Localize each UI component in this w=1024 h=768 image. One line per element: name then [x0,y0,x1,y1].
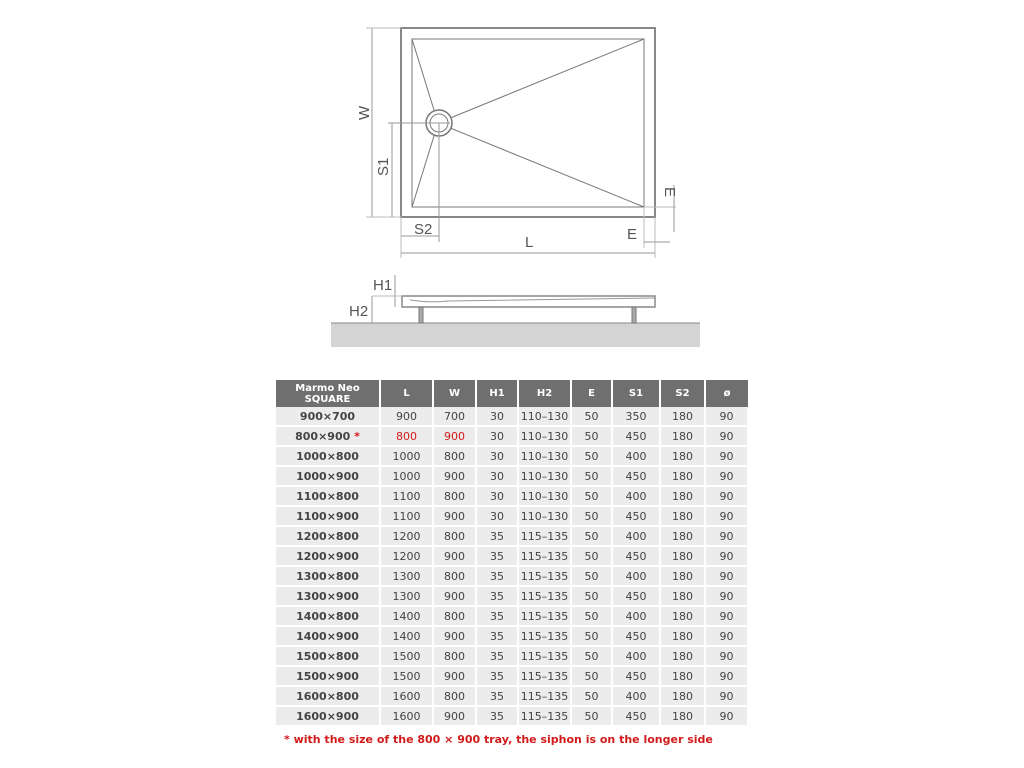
table-cell: 180 [660,706,705,726]
table-cell: 90 [705,566,748,586]
table-cell: 900 [433,666,476,686]
row-label: 1000×800 [276,446,380,466]
table-cell: 90 [705,546,748,566]
table-cell: 50 [571,407,612,426]
table-cell: 180 [660,606,705,626]
table-row [276,407,748,426]
table-cell: 115–135 [518,706,571,726]
table-cell: 50 [571,686,612,706]
table-cell: 450 [612,626,660,646]
table-cell: 90 [705,426,748,446]
row-label: 900×700 [276,407,380,426]
table-cell: 800 [433,566,476,586]
table-cell: 800 [380,426,433,446]
table-cell: 50 [571,566,612,586]
table-cell: 90 [705,626,748,646]
table-cell: 50 [571,526,612,546]
column-header: S2 [660,380,705,407]
table-cell: 450 [612,706,660,726]
table-cell: 180 [660,486,705,506]
table-cell: 180 [660,646,705,666]
row-label: 1200×800 [276,526,380,546]
row-label: 1500×800 [276,646,380,666]
table-cell: 115–135 [518,646,571,666]
table-cell: 180 [660,686,705,706]
table-cell: 35 [476,546,518,566]
table-cell: 90 [705,646,748,666]
label-H1: H1 [373,277,393,294]
table-cell: 115–135 [518,546,571,566]
table-cell: 90 [705,526,748,546]
row-label: 800×900 * [276,426,380,446]
table-cell: 50 [571,426,612,446]
table-cell: 900 [380,407,433,426]
table-cell: 180 [660,466,705,486]
table-row [276,706,748,726]
row-label: 1300×900 [276,586,380,606]
table-row [276,646,748,666]
table-cell: 450 [612,466,660,486]
row-label: 1100×800 [276,486,380,506]
table-cell: 30 [476,426,518,446]
table-row [276,506,748,526]
table-row [276,626,748,646]
table-cell: 30 [476,466,518,486]
column-header: S1 [612,380,660,407]
table-cell: 800 [433,526,476,546]
table-cell: 400 [612,526,660,546]
table-cell: 450 [612,586,660,606]
column-header: H1 [476,380,518,407]
table-cell: 400 [612,606,660,626]
table-cell: 400 [612,566,660,586]
row-label: 1400×800 [276,606,380,626]
table-cell: 1100 [380,486,433,506]
table-cell: 35 [476,606,518,626]
top-view [356,28,678,258]
table-cell: 180 [660,546,705,566]
table-cell: 115–135 [518,666,571,686]
table-row [276,446,748,466]
label-S1: S1 [375,157,392,176]
tray-technical-drawing [0,0,1024,380]
table-cell: 90 [705,466,748,486]
table-row [276,666,748,686]
table-cell: 800 [433,446,476,466]
table-cell: 180 [660,407,705,426]
table-cell: 115–135 [518,586,571,606]
table-cell: 90 [705,446,748,466]
table-cell: 180 [660,666,705,686]
table-cell: 900 [433,626,476,646]
label-E-side: E [661,187,678,198]
table-cell: 35 [476,526,518,546]
table-cell: 35 [476,686,518,706]
table-row [276,586,748,606]
table-cell: 35 [476,706,518,726]
table-cell: 90 [705,486,748,506]
table-cell: 900 [433,506,476,526]
table-cell: 180 [660,506,705,526]
table-cell: 110–130 [518,407,571,426]
table-cell: 50 [571,446,612,466]
table-cell: 1500 [380,646,433,666]
table-cell: 50 [571,586,612,606]
table-cell: 90 [705,586,748,606]
label-E-bottom: E [627,226,638,243]
table-cell: 35 [476,586,518,606]
table-cell: 180 [660,526,705,546]
table-cell: 35 [476,646,518,666]
table-cell: 50 [571,706,612,726]
table-cell: 800 [433,606,476,626]
table-cell: 50 [571,486,612,506]
table-cell: 900 [433,706,476,726]
table-cell: 90 [705,506,748,526]
table-cell: 110–130 [518,506,571,526]
table-cell: 900 [433,466,476,486]
table-header [276,380,748,407]
table-cell: 700 [433,407,476,426]
table-cell: 450 [612,426,660,446]
table-cell: 30 [476,486,518,506]
table-cell: 1000 [380,446,433,466]
table-cell: 50 [571,546,612,566]
column-header: W [433,380,476,407]
table-cell: 1600 [380,706,433,726]
table-row [276,606,748,626]
table-cell: 1200 [380,546,433,566]
table-cell: 90 [705,606,748,626]
table-cell: 50 [571,666,612,686]
table-cell: 90 [705,407,748,426]
table-cell: 115–135 [518,526,571,546]
table-cell: 115–135 [518,606,571,626]
table-cell: 1100 [380,506,433,526]
table-cell: 30 [476,446,518,466]
table-cell: 180 [660,626,705,646]
table-cell: 900 [433,426,476,446]
table-cell: 180 [660,446,705,466]
table-cell: 800 [433,646,476,666]
table-cell: 180 [660,426,705,446]
label-S2: S2 [414,221,433,238]
label-L: L [525,234,534,251]
table-row [276,546,748,566]
side-view [331,275,700,347]
table-cell: 110–130 [518,486,571,506]
table-cell: 90 [705,686,748,706]
table-cell: 1300 [380,566,433,586]
table-cell: 110–130 [518,446,571,466]
row-label: 1400×900 [276,626,380,646]
table-cell: 450 [612,666,660,686]
table-cell: 1400 [380,626,433,646]
table-cell: 110–130 [518,466,571,486]
table-cell: 50 [571,626,612,646]
table-cell: 1200 [380,526,433,546]
row-label: 1000×900 [276,466,380,486]
table-cell: 90 [705,706,748,726]
label-W: W [356,105,373,120]
table-cell: 50 [571,466,612,486]
table-cell: 400 [612,646,660,666]
table-cell: 1400 [380,606,433,626]
table-cell: 900 [433,546,476,566]
table-cell: 30 [476,407,518,426]
table-cell: 800 [433,486,476,506]
table-cell: 115–135 [518,566,571,586]
row-label: 1100×900 [276,506,380,526]
row-label: 1600×900 [276,706,380,726]
table-cell: 1500 [380,666,433,686]
row-label: 1500×900 [276,666,380,686]
table-cell: 450 [612,506,660,526]
table-cell: 50 [571,606,612,626]
table-cell: 35 [476,666,518,686]
column-header: H2 [518,380,571,407]
footnote: * with the size of the 800 × 900 tray, the siphon is on the longer side [284,733,713,746]
table-row [276,526,748,546]
table-cell: 90 [705,666,748,686]
table-cell: 800 [433,686,476,706]
table-cell: 180 [660,566,705,586]
table-row [276,566,748,586]
table-cell: 35 [476,566,518,586]
table-cell: 1600 [380,686,433,706]
table-row [276,686,748,706]
table-cell: 35 [476,626,518,646]
column-header: L [380,380,433,407]
table-cell: 50 [571,506,612,526]
table-cell: 30 [476,506,518,526]
label-H2: H2 [349,303,369,320]
table-cell: 50 [571,646,612,666]
row-label: 1200×900 [276,546,380,566]
table-cell: 115–135 [518,686,571,706]
table-cell: 400 [612,486,660,506]
column-header: E [571,380,612,407]
row-label: 1300×800 [276,566,380,586]
table-row [276,426,748,446]
column-header: Marmo Neo SQUARE [276,380,380,407]
table-cell: 110–130 [518,426,571,446]
table-cell: 115–135 [518,626,571,646]
table-row [276,486,748,506]
table-cell: 400 [612,446,660,466]
table-cell: 350 [612,407,660,426]
dimensions-table [276,380,749,727]
column-header: ø [705,380,748,407]
table-cell: 400 [612,686,660,706]
table-cell: 180 [660,586,705,606]
table-cell: 450 [612,546,660,566]
table-cell: 1300 [380,586,433,606]
table-cell: 1000 [380,466,433,486]
row-label: 1600×800 [276,686,380,706]
table-cell: 900 [433,586,476,606]
table-row [276,466,748,486]
